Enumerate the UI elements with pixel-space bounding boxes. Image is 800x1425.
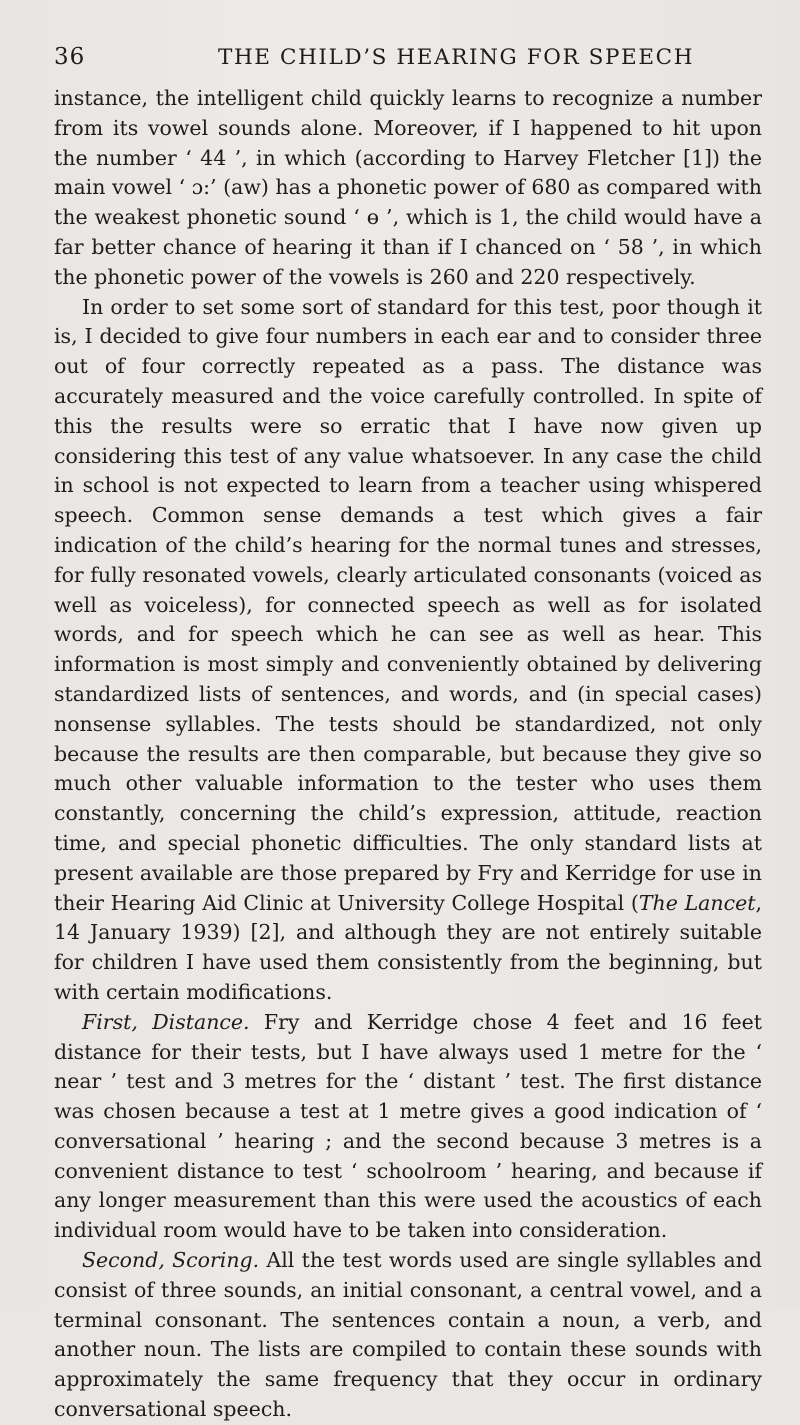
paragraph-3 xyxy=(54,1008,762,1246)
paragraph-3-lead: First, Distance. xyxy=(82,1009,250,1034)
paragraph-2-text-after: , 14 January 1939) [2], and although they are not entirely suitable for children I have used them consistently from the beginning, but with certain modifications. xyxy=(54,890,762,1004)
paragraph-1 xyxy=(54,84,762,293)
page-header xyxy=(54,44,762,84)
paragraph-4-text: All the test words used are single syllables and consist of three sounds, an initial consonant, a central vowel, and a terminal consonant. The sentences contain a noun, a verb, and another noun. The lists are compiled to contain these sounds with approximately the same frequency that they occur in ordinary conversational speech. xyxy=(54,1248,762,1422)
paragraph-2 xyxy=(54,293,762,1008)
paragraph-1-text: instance, the intelligent child quickly learns to recognize a number from its vowel sounds alone. Moreover, if I happened to hit upon the number ‘ 44 ’, in which (according to Harvey Fletcher [1]) the main vowel ‘ ɔ:’ (aw) has a phonetic power of 680 as compared with the weakest phonetic sound ‘ ɵ ’, which is 1, the child would have a far better chance of hearing it than if I chanced on ‘ 58 ’, in which the phonetic power of the vowels is 260 and 220 respectively. xyxy=(54,86,762,289)
page-number: 36 xyxy=(54,44,86,70)
paragraph-4 xyxy=(54,1246,762,1425)
running-title: THE CHILD’S HEARING FOR SPEECH xyxy=(218,45,695,70)
paragraph-2-text: In order to set some sort of standard for this test, poor though it is, I decided to give four numbers in each ear and to consider three out of four correctly repeated as a pass. The distance was accurately measured and the voice carefully controlled. In spite of this the results were so erratic that I have now given up considering this test of any value whatsoever. In any case the child in school is not expected to learn from a teacher using whispered speech. Common sense demands a test which gives a fair indication of the child’s hearing for the normal tunes and stresses, for fully resonated vowels, clearly articulated consonants (voiced as well as voiceless), for connected speech as well as for isolated words, and for speech which he can see as well as hear. This information is most simply and conveniently obtained by delivering standardized lists of sentences, and words, and (in special cases) nonsense syllables. The tests should be standardized, not only because the results are then comparable, but because they give so much other valuable information to the tester who uses them constantly, concerning the child’s expression, attitude, reaction time, and special phonetic difficulties. The only standard lists at present available are those prepared by Fry and Kerridge for use in their Hearing Aid Clinic at University College Hospital ( xyxy=(54,294,762,915)
body-text xyxy=(54,84,762,1425)
journal-title: The Lancet xyxy=(638,890,756,915)
paragraph-4-lead: Second, Scoring. xyxy=(82,1248,260,1273)
paragraph-3-text: Fry and Kerridge chose 4 feet and 16 feet distance for their tests, but I have always used 1 metre for the ‘ near ’ test and 3 metres for the ‘ distant ’ test. The first distance was chosen because a test at 1 metre gives a good indication of ‘ conversational ’ hearing ; and the second because 3 metres is a convenient distance to test ‘ schoolroom ’ hearing, and because if any longer measurement than this were used the acoustics of each individual room would have to be taken into consideration. xyxy=(54,1009,762,1243)
